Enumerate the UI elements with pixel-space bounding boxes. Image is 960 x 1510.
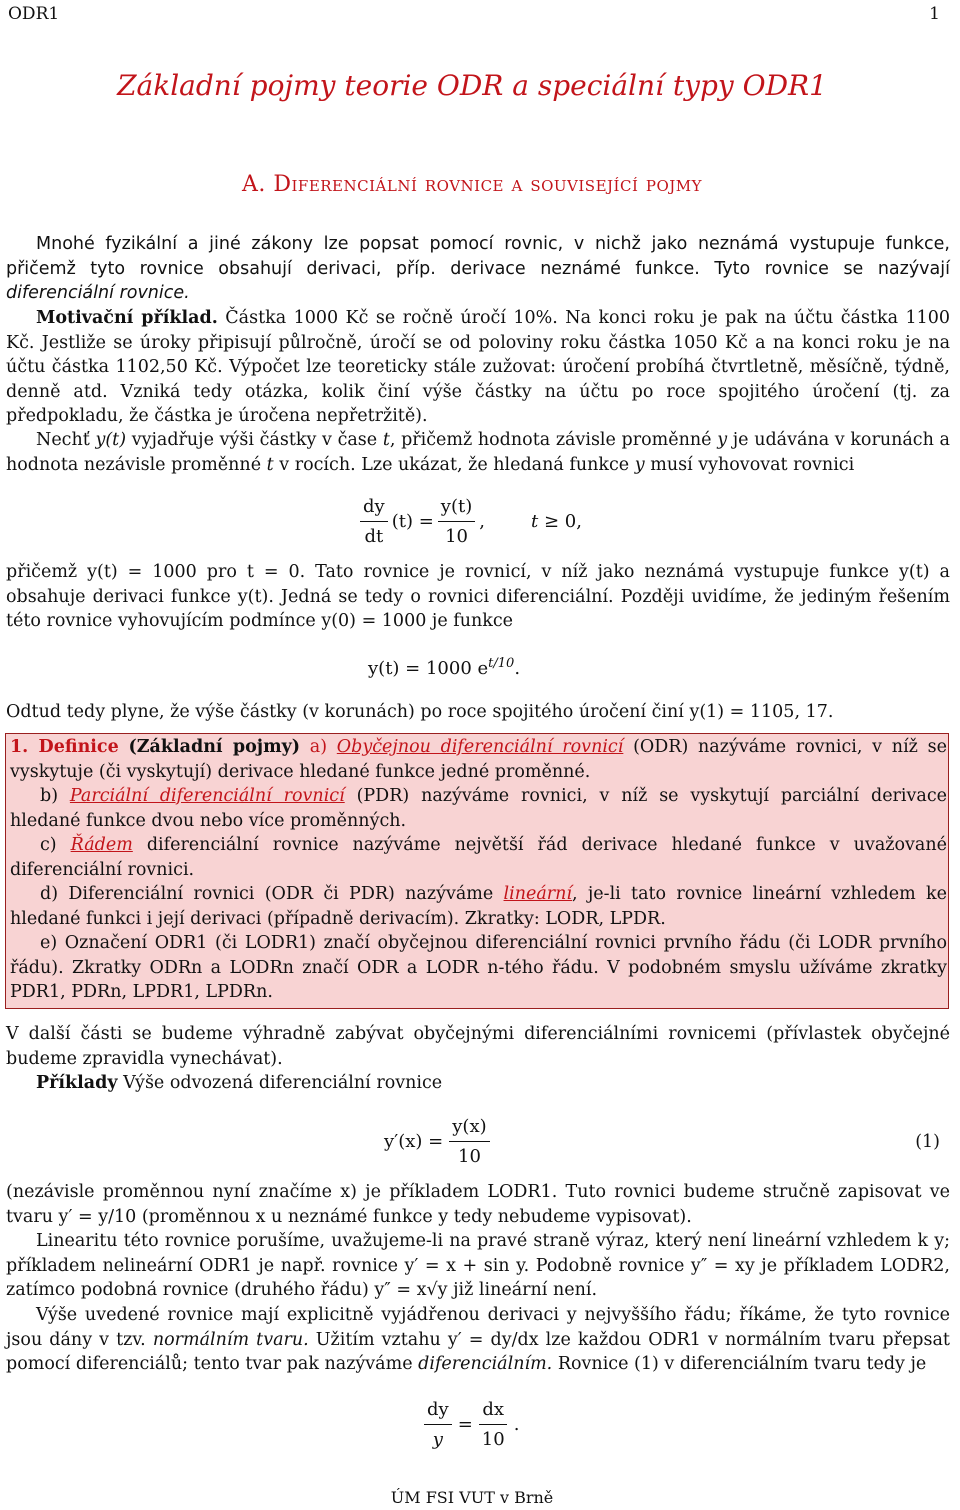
- frac-denominator: dt: [364, 526, 384, 547]
- paragraph-lodr1: (nezávisle proměnnou nyní značíme x) je příkladem LODR1. Tuto rovnici budeme stručně zapisovat ve tvaru y′ = y/10 (proměnnou x u neznámé funkce y tedy nebudeme vypisovat).: [6, 1182, 950, 1227]
- var-y: y: [717, 430, 728, 450]
- eq2-lhs: y(t) = 1000 e: [368, 658, 489, 679]
- paragraph-linearity: Linearitu této rovnice porušíme, uvažujeme-li na pravé straně výraz, který není lineární vzhledem k y; příkladem nelineární ODR1 je např. rovnice y′ = x + sin y. Podobně rovnice y″ = xy je příkladem LODR2, zatímco podobná rovnice (druhého řádu) y″ = x√y již lineární není.: [6, 1231, 950, 1301]
- running-header-left: ODR1: [8, 4, 60, 24]
- cond-var: t: [530, 510, 539, 532]
- frac-denominator: 10: [481, 1429, 505, 1450]
- def-b-text: (PDR) nazýváme rovnici, v níž se vyskytují parciální derivace hledané funkce dvou nebo více proměnných.: [10, 786, 947, 831]
- fraction-dx-10: [479, 1397, 508, 1453]
- var-y2: y: [634, 454, 645, 475]
- section-heading: [0, 170, 944, 200]
- equation-1: [384, 1113, 490, 1171]
- definition-b: [10, 784, 947, 833]
- var-yt: y(t): [95, 430, 127, 450]
- definition-c: [10, 833, 947, 882]
- equation-differential-form: [424, 1396, 519, 1454]
- frac-numerator: dx: [479, 1397, 507, 1425]
- frac-numerator: y(x): [449, 1114, 489, 1142]
- motivation-paragraph: [6, 306, 950, 429]
- necht-text-5: v rocích.: [279, 454, 356, 475]
- motivation-text-1: Částka 1000 Kč se ročně úročí 10%. Na konci roku je pak na účtu částka 1100 Kč. Jestliže se úroky připisují půlročně, úročí se od poloviny roku částka 1050 Kč a na konci roku je na účtu částka 1102,50 Kč.: [6, 308, 950, 378]
- intro-paragraph: [6, 232, 950, 306]
- definition-name: (Základní pojmy): [128, 737, 301, 757]
- def-b-marker: b): [40, 786, 59, 806]
- definition-a: [10, 735, 947, 784]
- def-d-text-2: , je-li tato rovnice lineární vzhledem ke hledané funkci i její derivaci (případně derivacím). Zkratky: LODR, LPDR.: [10, 884, 947, 929]
- cond-rel: ≥ 0,: [543, 510, 582, 532]
- term-normal-form: normálním tvaru.: [152, 1329, 309, 1350]
- def-d-text-1: d) Diferenciální rovnici (ODR či PDR) nazýváme: [40, 884, 494, 904]
- motivation-text-2: Výpočet lze teoreticky stále zužovat: úročení probíhá čtvrtletně, měsíčně, týdně, denně atd.: [6, 357, 950, 402]
- intro-term-ode: diferenciální rovnice.: [6, 283, 190, 304]
- frac-numerator: dy: [360, 494, 388, 522]
- eq-condition: [531, 510, 582, 535]
- frac-numerator: dy: [424, 1397, 452, 1425]
- eq3-lhs: y′(x) =: [384, 1130, 444, 1152]
- intro-text-1: Mnohé fyzikální a jiné zákony lze popsat pomocí rovnic, v nichž jako neznámá vystupuje funkce,: [36, 234, 950, 254]
- frac-denominator: 10: [458, 1146, 481, 1167]
- eq-argument: (t) =: [391, 510, 434, 532]
- equation-ode-motivation: [360, 492, 582, 552]
- intro-text-3: derivace neznámé funkce.: [450, 258, 700, 279]
- equation-solution: [368, 652, 520, 682]
- paragraph-after-eq1: [6, 560, 950, 634]
- after1-text-2: Tato rovnice je rovnicí, v níž jako neznámá vystupuje funkce y(t) a obsahuje derivaci funkce y(t).: [6, 562, 950, 607]
- definition-d: [10, 882, 947, 931]
- def-a-term: Obyčejnou diferenciální rovnicí: [336, 737, 624, 757]
- eq2-exponent: t/10: [488, 656, 515, 671]
- after1-text-4: Později uvidíme, že jediným řešením této rovnice vyhovujícím podmínce y(0) = 1000 je funkce: [6, 586, 950, 632]
- paragraph-examples-intro: [6, 1071, 950, 1096]
- page-footer: ÚM FSI VUT v Brně: [390, 1488, 554, 1507]
- def-b-term: Parciální diferenciální rovnicí: [69, 786, 345, 806]
- necht-text-3: , přičemž hodnota závisle proměnné: [389, 430, 712, 450]
- frac-numerator: y(t): [438, 494, 475, 522]
- motivation-label: Motivační příklad.: [36, 308, 218, 328]
- definition-label: 1. Definice: [10, 737, 119, 757]
- eq2-end: .: [514, 658, 521, 679]
- normal-text-2: Užitím vztahu y′ = dy/dx lze každou ODR1 v normálním tvaru přepsat pomocí diferenciálů; tento tvar pak nazýváme: [6, 1329, 950, 1375]
- fraction-yt-10: [438, 494, 475, 550]
- after1-text-3: Jedná se tedy o rovnici diferenciální.: [281, 586, 614, 607]
- frac-denominator: 10: [445, 526, 468, 547]
- def-d-term: lineární: [503, 884, 573, 904]
- fraction-dy-y: [424, 1397, 452, 1453]
- frac-denominator: y: [432, 1429, 443, 1450]
- def-a-text: (ODR) nazýváme rovnici, v níž se vyskytuje (či vyskytují) derivace hledané funkce jedné proměnné.: [10, 737, 947, 782]
- after1-text-1: přičemž y(t) = 1000 pro t = 0.: [6, 562, 306, 582]
- necht-text-4: je udávána v korunách a hodnota nezávisle proměnné: [6, 430, 950, 475]
- normal-text-3: Rovnice (1) v diferenciálním tvaru tedy je: [557, 1354, 927, 1375]
- intro-text-2: přičemž tyto rovnice obsahují derivaci, příp.: [6, 258, 436, 279]
- def-c-marker: c): [40, 835, 57, 855]
- necht-text-6: Lze ukázat, že hledaná funkce: [361, 454, 630, 475]
- term-differential-form: diferenciálním.: [418, 1354, 553, 1375]
- necht-text-1: Nechť: [36, 430, 90, 450]
- page-number: 1: [929, 4, 940, 24]
- paragraph-odtud: Odtud tedy plyne, že výše částky (v korunách) po roce spojitého úročení činí y(1) = 1105, 17.: [6, 702, 834, 722]
- equation-tag-1: (1): [915, 1132, 940, 1152]
- motivation-text-3: Vzniká tedy otázka, kolik činí výše částky na účtu po roce spojitého úročení (tj. za předpokladu, že částka je úročena nepřetržitě).: [6, 381, 950, 427]
- fraction-yx-10: [449, 1114, 489, 1170]
- document-title: Základní pojmy teorie ODR a speciální typy ODR1: [117, 69, 827, 102]
- eq4-end: .: [513, 1413, 520, 1435]
- paragraph-ordinary: V další části se budeme výhradně zabývat obyčejnými diferenciálními rovnicemi (přívlastek obyčejné budeme zpravidla vynechávat).: [6, 1024, 950, 1069]
- examples-text: Výše odvozená diferenciální rovnice: [123, 1073, 443, 1093]
- def-a-marker: a): [309, 737, 328, 757]
- section-letter: A.: [241, 172, 266, 197]
- examples-label: Příklady: [36, 1073, 118, 1093]
- definition-e: e) Označení ODR1 (či LODR1) značí obyčejnou diferenciální rovnici prvního řádu (či LODR prvního řádu). Zkratky ODRn a LODRn značí ODR a LODR n-tého řádu. V podobném smyslu užíváme zkratky PDR1, PDRn, LPDR1, LPDRn.: [10, 933, 947, 1003]
- def-c-text: diferenciální rovnice nazýváme největší řád derivace hledané funkce v uvažované diferenciální rovnici.: [10, 835, 947, 880]
- var-t2: t: [266, 454, 274, 475]
- fraction-dy-dt: [360, 494, 388, 550]
- paragraph-normal-form: [6, 1303, 950, 1377]
- normal-text-1: Výše uvedené rovnice mají explicitně vyjádřenou derivaci y nejvyššího řádu; říkáme, že tyto rovnice jsou dány v tzv.: [6, 1305, 950, 1350]
- necht-paragraph: [6, 428, 950, 477]
- intro-text-4: Tyto rovnice se nazývají: [714, 258, 950, 279]
- necht-text-2: vyjadřuje výši částky v čase: [131, 430, 378, 450]
- def-c-term: Řádem: [70, 835, 133, 855]
- var-t: t: [382, 430, 390, 450]
- section-title: Diferenciální rovnice a související pojmy: [273, 172, 703, 197]
- eq4-equals: =: [457, 1413, 473, 1435]
- necht-text-7: musí vyhovovat rovnici: [650, 454, 855, 475]
- eq-comma: ,: [479, 510, 485, 532]
